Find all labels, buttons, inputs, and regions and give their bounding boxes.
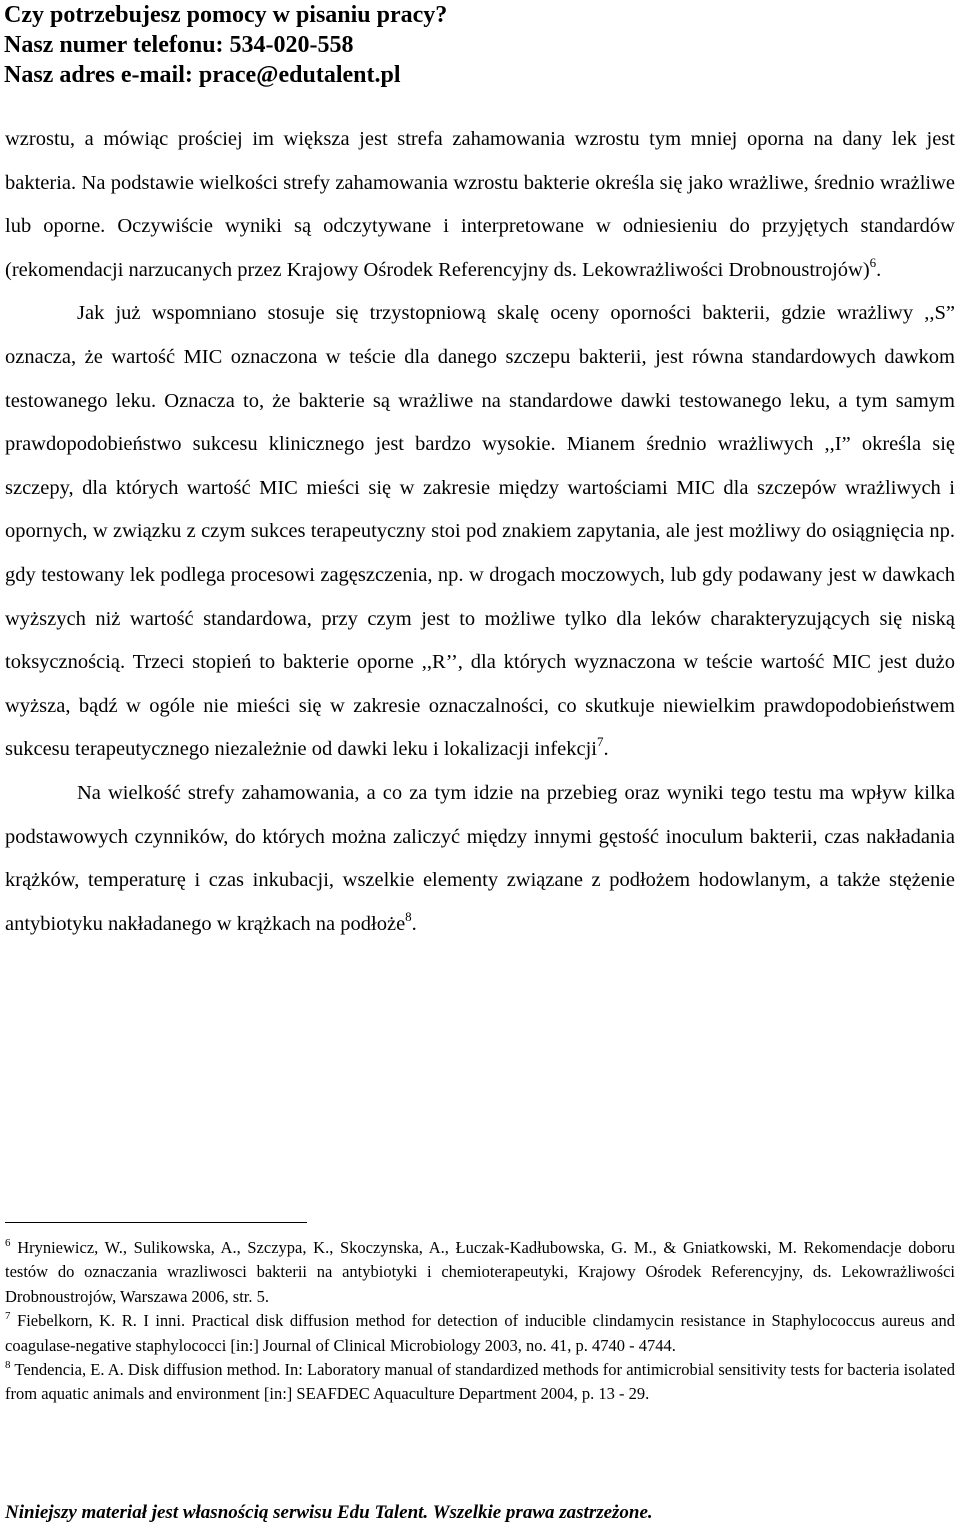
footnote-ref-8[interactable]: 8 — [405, 908, 412, 924]
footnote-separator — [5, 1222, 307, 1223]
paragraph-3-text: Na wielkość strefy zahamowania, a co za tym idzie na przebieg oraz wyniki tego testu ma wpływ kilka podstawowych czynników, do których można zaliczyć między innymi gęstość inoculum bakterii, czas nakładania krążków, temperaturę i czas inkubacji, wszelkie elementy związane z podłożem hodowlanym, a także stężenie antybiotyku nakładanego w krążkach na podłoże — [5, 781, 955, 935]
footnote-ref-7[interactable]: 7 — [596, 734, 604, 750]
paragraph-1-end: . — [876, 258, 882, 281]
footnote-6 — [5, 1236, 955, 1309]
paragraph-3 — [5, 772, 955, 946]
footnote-text: Fiebelkorn, K. R. I inni. Practical disk diffusion method for detection of inducible clindamycin resistance in Staphylococcus aureus and coagulase-negative staphylococci [in:] Journal of Clinical Microbiology 2003, no. 41, p. 4740 - 4744. — [5, 1311, 956, 1355]
copyright-footer: Niniejszy materiał jest własnością serwisu Edu Talent. Wszelkie prawa zastrzeżone. — [5, 1502, 653, 1523]
footnote-number: 8 — [5, 1359, 11, 1372]
footnote-number: 7 — [5, 1310, 11, 1323]
paragraph-2-end: . — [603, 738, 609, 761]
footnote-text: Hryniewicz, W., Sulikowska, A., Szczypa, K., Skoczynska, A., Łuczak-Kadłubowska, G. M., & Gniatkowski, M. Rekomendacje doboru testów do oznaczania wrazliwosci bakterii na antybiotyki i chemioterapeutyki, Krajowy Ośrodek Referencyjny, ds. Lekowrażliwości Drobnoustrojów, Warszawa 2006, str. 5. — [5, 1238, 956, 1306]
header-question: Czy potrzebujesz pomocy w pisaniu pracy? — [4, 2, 448, 28]
contact-header — [4, 0, 954, 90]
paragraph-2 — [5, 292, 955, 772]
paragraph-1-text: wzrostu, a mówiąc prościej im większa jest strefa zahamowania wzrostu tym mniej oporna na dany lek jest bakteria. Na podstawie wielkości strefy zahamowania wzrostu bakterie określa się jako wrażliwe, średnio wrażliwe lub oporne. Oczywiście wyniki są odczytywane i interpretowane w odniesieniu do przyjętych standardów (rekomendacji narzucanych przez Krajowy Ośrodek Referencyjny ds. Lekowrażliwości Drobnoustrojów) — [5, 128, 955, 281]
footnote-text: Tendencia, E. A. Disk diffusion method. In: Laboratory manual of standardized methods for antimicrobial sensitivity tests for bacteria isolated from aquatic animals and environment [in:] SEAFDEC Aquaculture Department 2004, p. 13 - 29. — [5, 1360, 956, 1404]
paragraph-1 — [5, 118, 955, 292]
paragraph-2-text: Jak już wspomniano stosuje się trzystopniową skalę oceny oporności bakterii, gdzie wrażliwy ,,S” oznacza, że wartość MIC oznaczona w teście dla danego szczepu bakterii, jest równa standardowych dawkom testowanego leku. Oznacza to, że bakterie są wrażliwe na standardowe dawki testowanego leku, a tym samym prawdopodobieństwo sukcesu klinicznego jest bardzo wysokie. Mianem średnio wrażliwych ,,I” określa się szczepy, dla których wartość MIC mieści się w zakresie między wartościami MIC dla szczepów wrażliwych i opornych, w związku z czym sukces terapeutyczny stoi pod znakiem zapytania, ale jest możliwy do osiągnięcia np. gdy testowany lek podlega procesowi zagęszczenia, np. w drogach moczowych, lub gdy podawany jest w dawkach wyższych niż wartość standardowa, przy czym jest to możliwe tylko dla leków charakteryzujących się niską toksycznością. Trzeci stopień to bakterie oporne ,,R’’, dla których wyznaczona w teście wartość MIC jest dużo wyższa, bądź w ogóle nie mieści się w zakresie oznaczalności, co skutkuje niewielkim prawdopodobieństwem sukcesu terapeutycznego niezależnie od dawki leku i lokalizacji infekcji — [5, 302, 955, 761]
footnote-ref-6[interactable]: 6 — [869, 254, 877, 270]
footnote-8 — [5, 1358, 955, 1407]
paragraph-3-end: . — [411, 912, 417, 935]
footnotes — [5, 1236, 955, 1407]
footnote-7 — [5, 1309, 955, 1358]
header-email: Nasz adres e-mail: prace@edutalent.pl — [4, 62, 401, 88]
footnote-number: 6 — [5, 1237, 11, 1249]
document-body — [5, 118, 955, 946]
header-phone: Nasz numer telefonu: 534-020-558 — [4, 32, 354, 58]
